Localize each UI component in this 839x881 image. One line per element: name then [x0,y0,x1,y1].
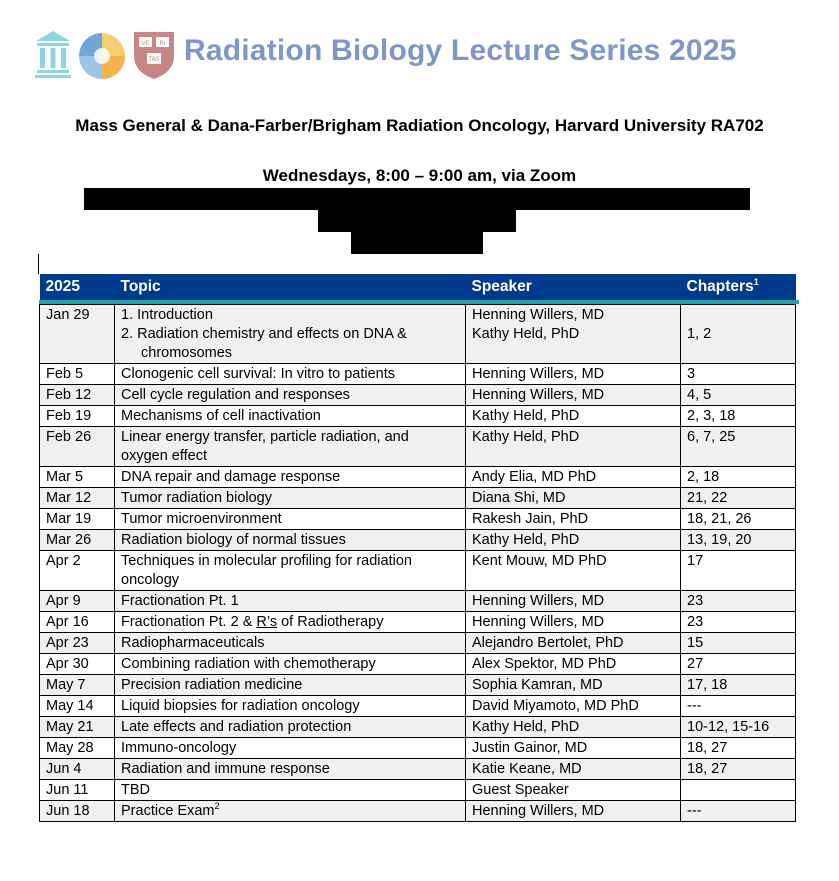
speaker-cell: Andy Elia, MD PhD [466,467,681,488]
topic-cell: DNA repair and damage response [115,467,466,488]
table-row [40,633,796,654]
redaction-bar-2 [318,210,516,232]
speaker-cell: Kathy Held, PhD [466,530,681,551]
speaker-cell: Kathy Held, PhD [466,406,681,427]
topic-cell: Techniques in molecular profiling for radiation oncology [115,551,466,591]
chapters-cell: 23 [681,612,796,633]
speaker-item: Henning Willers, MD [472,307,605,323]
date-cell: Apr 9 [40,591,115,612]
table-row [40,654,796,675]
table-row [40,696,796,717]
topic-cell: Cell cycle regulation and responses [115,385,466,406]
topic-cell: Combining radiation with chemotherapy [115,654,466,675]
speaker-cell: Henning Willers, MD [466,591,681,612]
speaker-cell: Sophia Kamran, MD [466,675,681,696]
speaker-cell: Henning Willers, MD [466,364,681,385]
date-cell: Feb 5 [40,364,115,385]
topic-cell: Clonogenic cell survival: In vitro to patients [115,364,466,385]
date-cell: May 21 [40,717,115,738]
speaker-cell [466,305,681,364]
topic-cell [115,801,466,822]
date-cell: Feb 19 [40,406,115,427]
speaker-cell: Kathy Held, PhD [466,717,681,738]
topic-cell [115,305,466,364]
date-cell: Mar 12 [40,488,115,509]
header-year: 2025 [40,274,115,300]
redaction-bar-3 [351,232,483,254]
date-cell: May 14 [40,696,115,717]
chapters-cell: 27 [681,654,796,675]
chapters-cell: 23 [681,591,796,612]
topic-cell: Tumor radiation biology [115,488,466,509]
date-cell: Apr 16 [40,612,115,633]
chapters-cell: 1, 2 [681,305,796,364]
table-row [40,364,796,385]
harvard-pillars-logo [34,30,72,80]
topic-text: Practice Exam [121,803,215,819]
date-cell: Apr 2 [40,551,115,591]
chapters-cell: 17, 18 [681,675,796,696]
date-cell: May 7 [40,675,115,696]
topic-cell: Radiopharmaceuticals [115,633,466,654]
table-row [40,551,796,591]
topic-cell [115,612,466,633]
date-cell: Jun 18 [40,801,115,822]
topic-cell: Linear energy transfer, particle radiation, and oxygen effect [115,427,466,467]
date-cell: Apr 30 [40,654,115,675]
chapters-cell: 21, 22 [681,488,796,509]
chapters-cell: 2, 18 [681,467,796,488]
topic-text: of Radiotherapy [277,614,384,630]
table-row [40,509,796,530]
shield-text-3: TAS [148,56,160,63]
speaker-cell: Henning Willers, MD [466,801,681,822]
table-row [40,305,796,364]
date-cell: Jun 4 [40,759,115,780]
table-row [40,591,796,612]
date-cell: Mar 5 [40,467,115,488]
footnote-marker: 2 [214,801,220,812]
speaker-item: Kathy Held, PhD [472,326,580,342]
chapters-cell: 18, 27 [681,759,796,780]
topic-cell: TBD [115,780,466,801]
institution-subtitle: Mass General & Dana-Farber/Brigham Radiation Oncology, Harvard University RA702 [75,116,764,135]
chapters-cell: --- [681,801,796,822]
speaker-cell: Kent Mouw, MD PhD [466,551,681,591]
table-row [40,612,796,633]
schedule-line: Wednesdays, 8:00 – 9:00 am, via Zoom [262,166,577,185]
topic-text: Fractionation Pt. 2 & [121,614,257,630]
date-cell: Feb 26 [40,427,115,467]
table-row [40,780,796,801]
topic-cell: Fractionation Pt. 1 [115,591,466,612]
topic-cell: Radiation biology of normal tissues [115,530,466,551]
speaker-cell: Katie Keane, MD [466,759,681,780]
topic-item: 1. Introduction [121,307,213,323]
table-row [40,530,796,551]
table-row [40,385,796,406]
topic-cell: Mechanisms of cell inactivation [115,406,466,427]
speaker-cell: Henning Willers, MD [466,612,681,633]
harvard-shield-logo [132,30,176,80]
header-speaker: Speaker [466,274,681,300]
page-title: Radiation Biology Lecture Series 2025 [184,34,737,67]
footnote-marker: 1 [753,276,759,287]
table-header-row [40,274,796,300]
speaker-cell: Justin Gainor, MD [466,738,681,759]
header-chapters [681,274,796,300]
topic-cell: Tumor microenvironment [115,509,466,530]
chapters-cell: 3 [681,364,796,385]
topic-cell: Immuno-oncology [115,738,466,759]
topic-cell: Late effects and radiation protection [115,717,466,738]
header-chapters-label: Chapters [686,278,754,295]
lecture-schedule-table [39,274,796,822]
date-cell: Feb 12 [40,385,115,406]
speaker-cell: David Miyamoto, MD PhD [466,696,681,717]
chapters-cell: 17 [681,551,796,591]
speaker-cell: Guest Speaker [466,780,681,801]
table-row [40,467,796,488]
table-row [40,738,796,759]
speaker-cell: Alejandro Bertolet, PhD [466,633,681,654]
chapters-cell: 2, 3, 18 [681,406,796,427]
chapters-cell: --- [681,696,796,717]
date-cell: Apr 23 [40,633,115,654]
chapters-cell: 10-12, 15-16 [681,717,796,738]
table-row [40,675,796,696]
redaction-bar-1 [84,188,750,210]
topic-cell: Precision radiation medicine [115,675,466,696]
date-cell: Jan 29 [40,305,115,364]
speaker-cell: Kathy Held, PhD [466,427,681,467]
table-row [40,801,796,822]
shield-text-2: RI [159,40,166,47]
left-rule [38,254,39,274]
topic-item: 2. Radiation chemistry and effects on DNA & chromosomes [121,326,407,361]
table-row [40,488,796,509]
topic-underlined-text: R’s [256,614,278,630]
chapters-cell: 13, 19, 20 [681,530,796,551]
header-topic: Topic [115,274,466,300]
chapters-cell: 15 [681,633,796,654]
speaker-cell: Alex Spektor, MD PhD [466,654,681,675]
table-row [40,427,796,467]
chapters-cell [681,780,796,801]
date-cell: Jun 11 [40,780,115,801]
topic-cell: Radiation and immune response [115,759,466,780]
topic-cell: Liquid biopsies for radiation oncology [115,696,466,717]
table-row [40,759,796,780]
chapters-cell: 18, 27 [681,738,796,759]
table-row [40,406,796,427]
header-accent-line [39,300,799,304]
table-row [40,717,796,738]
speaker-cell: Henning Willers, MD [466,385,681,406]
date-cell: May 28 [40,738,115,759]
chapters-cell: 6, 7, 25 [681,427,796,467]
shield-text-1: VE [141,40,150,47]
circle-quadrant-logo [78,32,126,80]
date-cell: Mar 26 [40,530,115,551]
speaker-cell: Diana Shi, MD [466,488,681,509]
speaker-cell: Rakesh Jain, PhD [466,509,681,530]
date-cell: Mar 19 [40,509,115,530]
chapters-cell: 18, 21, 26 [681,509,796,530]
chapters-cell: 4, 5 [681,385,796,406]
